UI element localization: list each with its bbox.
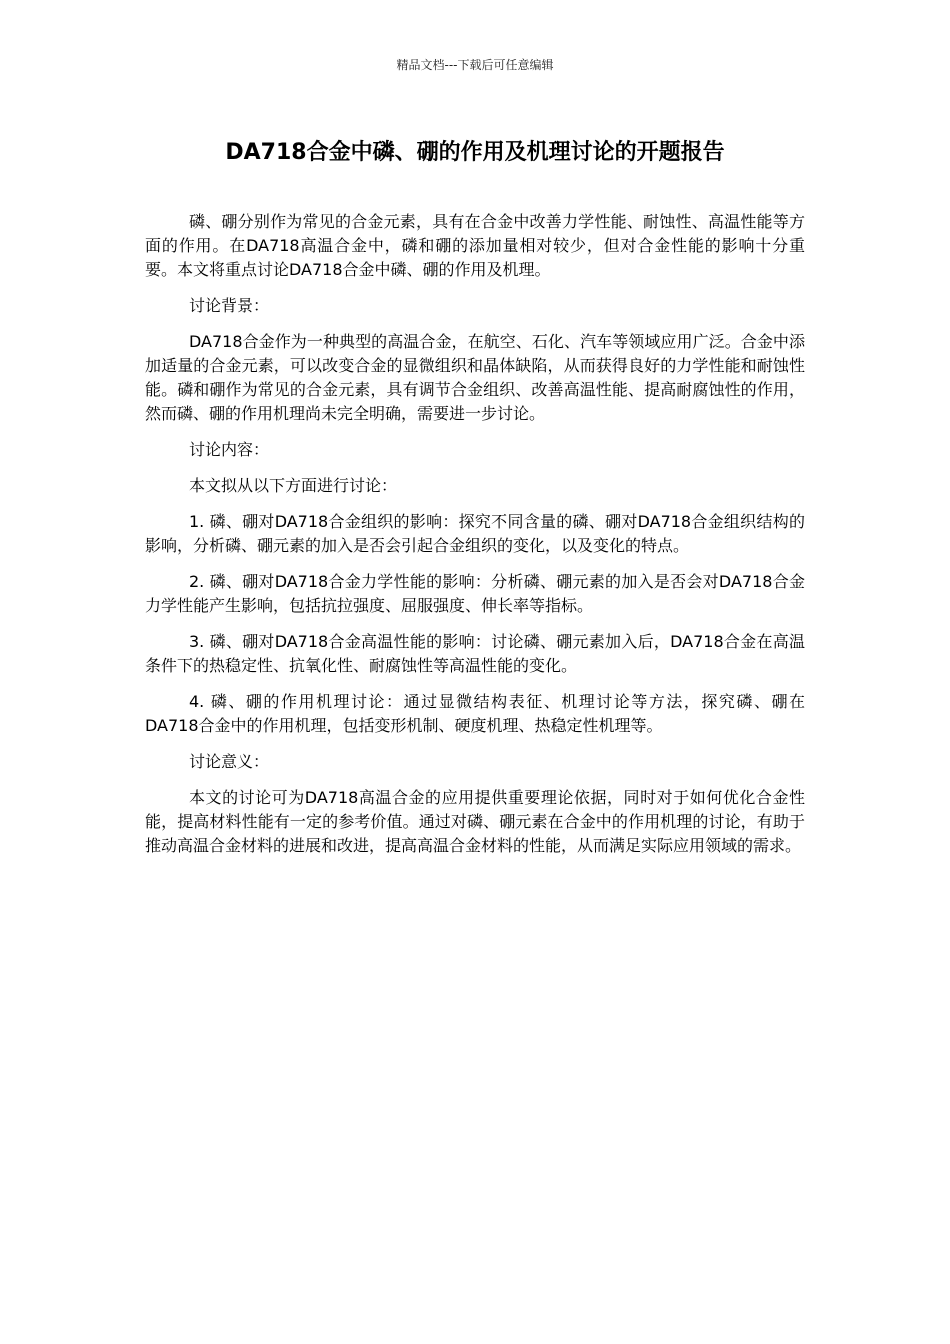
content-item-3: 3. 磷、硼对DA718合金高温性能的影响：讨论磷、硼元素加入后，DA718合金在高温条件下的热稳定性、抗氧化性、耐腐蚀性等高温性能的变化。	[145, 632, 805, 675]
content-intro-paragraph: 本文拟从以下方面进行讨论：	[189, 476, 398, 495]
intro-paragraph: 磷、硼分别作为常见的合金元素，具有在合金中改善力学性能、耐蚀性、高温性能等方面的作用。在DA718高温合金中，磷和硼的添加量相对较少，但对合金性能的影响十分重要。本文将重点讨论DA718合金中磷、硼的作用及机理。	[145, 212, 805, 279]
content-item-1: 1. 磷、硼对DA718合金组织的影响：探究不同含量的磷、硼对DA718合金组织结构的影响，分析磷、硼元素的加入是否会引起合金组织的变化，以及变化的特点。	[145, 512, 805, 555]
section-heading-significance: 讨论意义：	[189, 752, 270, 771]
background-paragraph: DA718合金作为一种典型的高温合金，在航空、石化、汽车等领域应用广泛。合金中添加适量的合金元素，可以改变合金的显微组织和晶体缺陷，从而获得良好的力学性能和耐蚀性能。磷和硼作为常见的合金元素，具有调节合金组织、改善高温性能、提高耐腐蚀性的作用，然而磷、硼的作用机理尚未完全明确，需要进一步讨论。	[145, 332, 805, 423]
document-title: DA718合金中磷、硼的作用及机理讨论的开题报告	[225, 140, 725, 165]
document-body	[145, 210, 805, 870]
content-item-2: 2. 磷、硼对DA718合金力学性能的影响：分析磷、硼元素的加入是否会对DA718合金力学性能产生影响，包括抗拉强度、屈服强度、伸长率等指标。	[145, 572, 805, 615]
content-item-4: 4. 磷、硼的作用机理讨论：通过显微结构表征、机理讨论等方法，探究磷、硼在DA718合金中的作用机理，包括变形机制、硬度机理、热稳定性机理等。	[145, 692, 805, 735]
significance-paragraph: 本文的讨论可为DA718高温合金的应用提供重要理论依据，同时对于如何优化合金性能，提高材料性能有一定的参考价值。通过对磷、硼元素在合金中的作用机理的讨论，有助于推动高温合金材料的进展和改进，提高高温合金材料的性能，从而满足实际应用领域的需求。	[145, 788, 805, 855]
section-heading-background: 讨论背景：	[189, 296, 270, 315]
section-heading-content: 讨论内容：	[189, 440, 270, 459]
page-header-note: 精品文档---下载后可任意编辑	[396, 58, 554, 72]
